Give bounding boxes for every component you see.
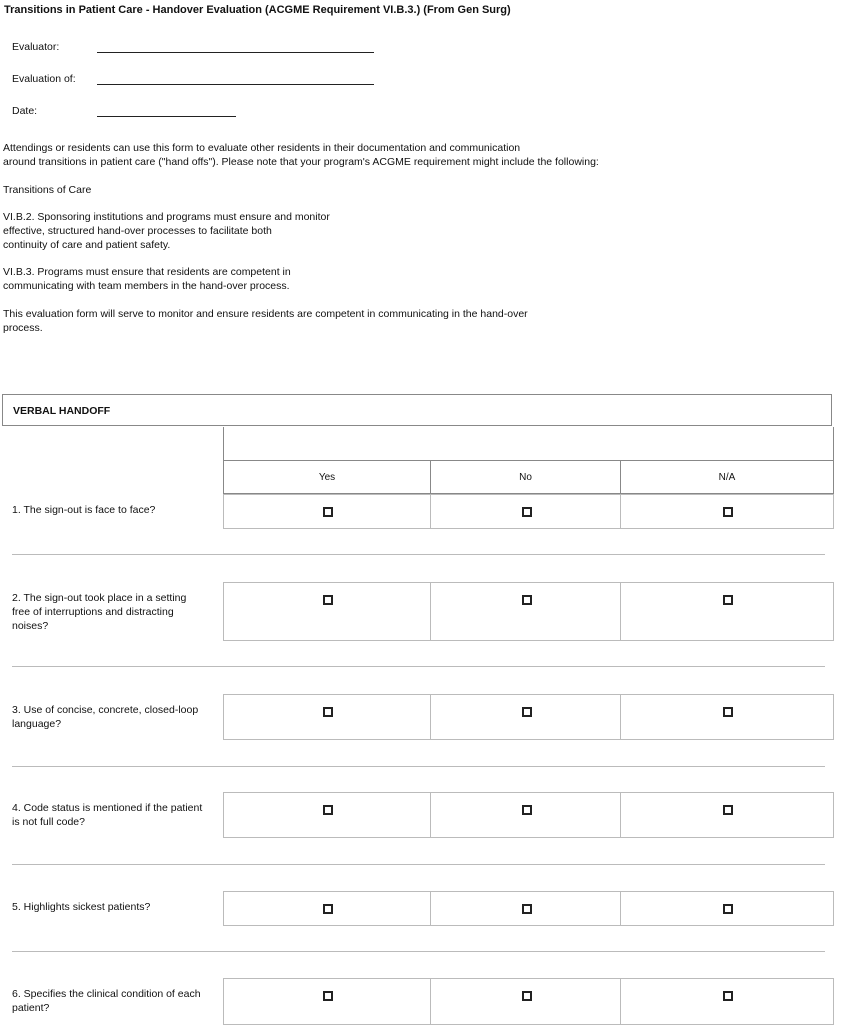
question-2-yes-cell — [223, 582, 431, 641]
question-1-na-cell — [620, 494, 834, 529]
question-6-yes-cell — [223, 978, 431, 1025]
requirement-vib3: VI.B.3. Programs must ensure that residents are competent in communicating with team members in the hand-over process. — [3, 266, 291, 292]
question-1-text: 1. The sign-out is face to face? — [12, 504, 156, 516]
question-4-na-checkbox[interactable] — [723, 805, 733, 815]
question-2-na-checkbox[interactable] — [723, 595, 733, 605]
question-3-na-checkbox[interactable] — [723, 707, 733, 717]
question-2-no-cell — [430, 582, 621, 641]
question-3-na-cell — [620, 694, 834, 740]
question-5-no-cell — [430, 891, 621, 926]
question-2-no-checkbox[interactable] — [522, 595, 532, 605]
column-header-no: No — [430, 460, 621, 494]
question-2-text: 2. The sign-out took place in a setting free of interruptions and distracting noises? — [12, 592, 187, 632]
question-3-yes-cell — [223, 694, 431, 740]
row-separator — [12, 766, 825, 767]
question-3-no-checkbox[interactable] — [522, 707, 532, 717]
form-title: Transitions in Patient Care - Handover Evaluation (ACGME Requirement VI.B.3.) (From Gen Surg) — [4, 4, 511, 16]
date-label: Date: — [12, 105, 38, 117]
question-4-no-checkbox[interactable] — [522, 805, 532, 815]
row-separator — [12, 666, 825, 667]
evaluator-label: Evaluator: — [12, 41, 60, 53]
evaluation-of-field[interactable] — [97, 84, 374, 85]
question-1-na-checkbox[interactable] — [723, 507, 733, 517]
row-separator — [12, 554, 825, 555]
question-4-no-cell — [430, 792, 621, 838]
date-field[interactable] — [97, 116, 236, 117]
column-header-yes: Yes — [223, 460, 431, 494]
question-5-yes-cell — [223, 891, 431, 926]
transitions-heading: Transitions of Care — [3, 184, 92, 196]
question-5-na-cell — [620, 891, 834, 926]
question-6-no-cell — [430, 978, 621, 1025]
row-separator — [12, 951, 825, 952]
intro-paragraph: Attendings or residents can use this form to evaluate other residents in their documentation and communication around transitions in patient care ("hand offs"). Please note that your program's ACGME requirement might include the following: — [3, 142, 599, 168]
column-header-blank — [223, 427, 834, 461]
question-4-yes-cell — [223, 792, 431, 838]
question-2-yes-checkbox[interactable] — [323, 595, 333, 605]
question-5-no-checkbox[interactable] — [522, 904, 532, 914]
question-4-text: 4. Code status is mentioned if the patient is not full code? — [12, 802, 203, 828]
question-1-yes-checkbox[interactable] — [323, 507, 333, 517]
question-6-text: 6. Specifies the clinical condition of each patient? — [12, 988, 201, 1014]
question-6-no-checkbox[interactable] — [522, 991, 532, 1001]
question-5-text: 5. Highlights sickest patients? — [12, 901, 151, 913]
question-4-yes-checkbox[interactable] — [323, 805, 333, 815]
verbal-handoff-section-header — [2, 394, 832, 426]
closing-paragraph: This evaluation form will serve to monitor and ensure residents are competent in communicating in the hand-over process. — [3, 308, 528, 334]
evaluator-field[interactable] — [97, 52, 374, 53]
question-1-no-checkbox[interactable] — [522, 507, 532, 517]
question-5-na-checkbox[interactable] — [723, 904, 733, 914]
question-2-na-cell — [620, 582, 834, 641]
question-4-na-cell — [620, 792, 834, 838]
question-3-no-cell — [430, 694, 621, 740]
requirement-vib2: VI.B.2. Sponsoring institutions and programs must ensure and monitor effective, structured hand-over processes to facilitate both continuity of care and patient safety. — [3, 211, 330, 251]
question-6-na-cell — [620, 978, 834, 1025]
evaluation-of-label: Evaluation of: — [12, 73, 76, 85]
question-6-na-checkbox[interactable] — [723, 991, 733, 1001]
section-title: VERBAL HANDOFF — [13, 405, 111, 417]
row-separator — [12, 864, 825, 865]
question-5-yes-checkbox[interactable] — [323, 904, 333, 914]
question-1-yes-cell — [223, 494, 431, 529]
question-3-yes-checkbox[interactable] — [323, 707, 333, 717]
column-header-na: N/A — [620, 460, 834, 494]
question-1-no-cell — [430, 494, 621, 529]
question-6-yes-checkbox[interactable] — [323, 991, 333, 1001]
question-3-text: 3. Use of concise, concrete, closed-loop language? — [12, 704, 199, 730]
